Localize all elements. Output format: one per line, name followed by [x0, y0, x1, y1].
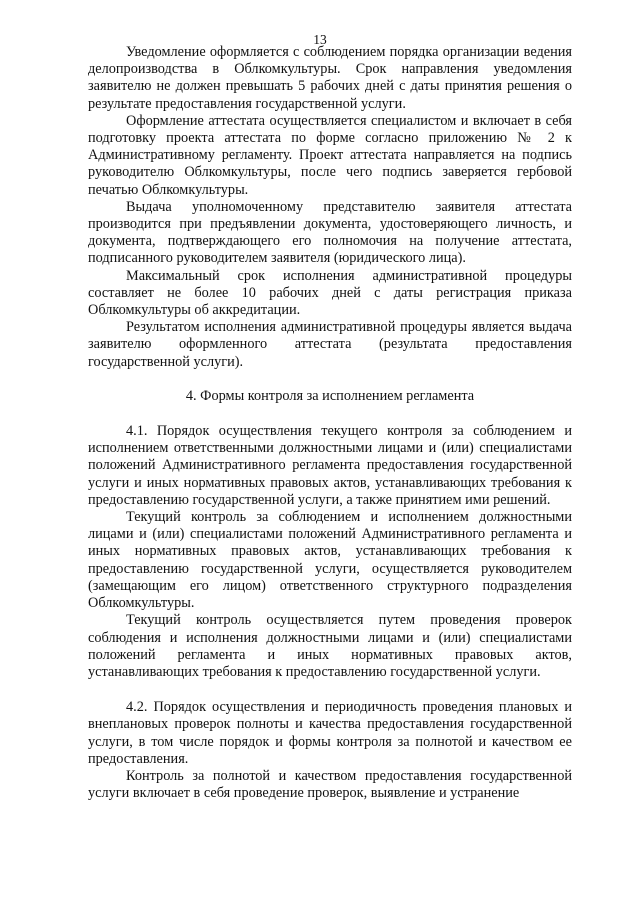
paragraph-current-control: Текущий контроль за соблюдением и исполнением должностными лицами и (или) специалистами положений Административного регламента и иных нормативных правовых актов, устанавливающих требования к предоставлению государственной услуги, осуществляется руководителем (замещающим его лицом) ответственного структурного подразделения Облкомкультуры. [88, 509, 572, 612]
spacer [88, 371, 572, 388]
paragraph-4-1: 4.1. Порядок осуществления текущего контроля за соблюдением и исполнением ответственными должностными лицами и (или) специалистами положений Административного регламента предоставления государственной услуги и иных нормативных правовых актов, устанавливающих требования к предоставлению государственной услуги, а также принятием ими решений. [88, 423, 572, 508]
paragraph-control-method: Текущий контроль осуществляется путем проведения проверок соблюдения и исполнения должностными лицами и (или) специалистами положений регламента и иных нормативных правовых актов, устанавливающих требования к предоставлению государственной услуги. [88, 612, 572, 680]
paragraph-result: Результатом исполнения административной процедуры является выдача заявителю оформленного аттестата (результата предоставления государственной услуги). [88, 319, 572, 370]
paragraph-max-term: Максимальный срок исполнения административной процедуры составляет не более 10 рабочих дней с даты регистрация приказа Облкомкультуры об аккредитации. [88, 267, 572, 319]
paragraph-quality-control: Контроль за полнотой и качеством предоставления государственной услуги включает в себя проведение проверок, выявление и устранение [88, 767, 572, 802]
paragraph-notification: Уведомление оформляется с соблюдением порядка организации ведения делопроизводства в Облкомкультуры. Срок направления уведомления заявителю не должен превышать 5 рабочих дней с даты принятия решения о результате предоставления государственной услуги. [88, 44, 572, 112]
page-number: 13 [313, 32, 327, 47]
paragraph-certificate-preparation: Оформление аттестата осуществляется специалистом и включает в себя подготовку проекта аттестата по форме согласно приложению № 2 к Административному регламенту. Проект аттестата направляется на подпись руководителю Облкомкультуры, после чего подпись заверяется гербовой печатью Облкомкультуры. [88, 112, 572, 198]
paragraph-4-2: 4.2. Порядок осуществления и периодичность проведения плановых и внеплановых проверок полноты и качества предоставления государственной услуги, в том числе порядок и формы контроля за полнотой и качеством ее предоставления. [88, 699, 572, 767]
spacer [88, 405, 572, 423]
paragraph-certificate-issuance: Выдача уполномоченному представителю заявителя аттестата производится при предъявлении документа, удостоверяющего личность, и документа, подтверждающего его полномочия на получение аттестата, подписанного руководителем заявителя (юридического лица). [88, 198, 572, 267]
section-heading: 4. Формы контроля за исполнением регламента [185, 387, 475, 404]
spacer [88, 681, 572, 699]
document-body [88, 44, 572, 802]
